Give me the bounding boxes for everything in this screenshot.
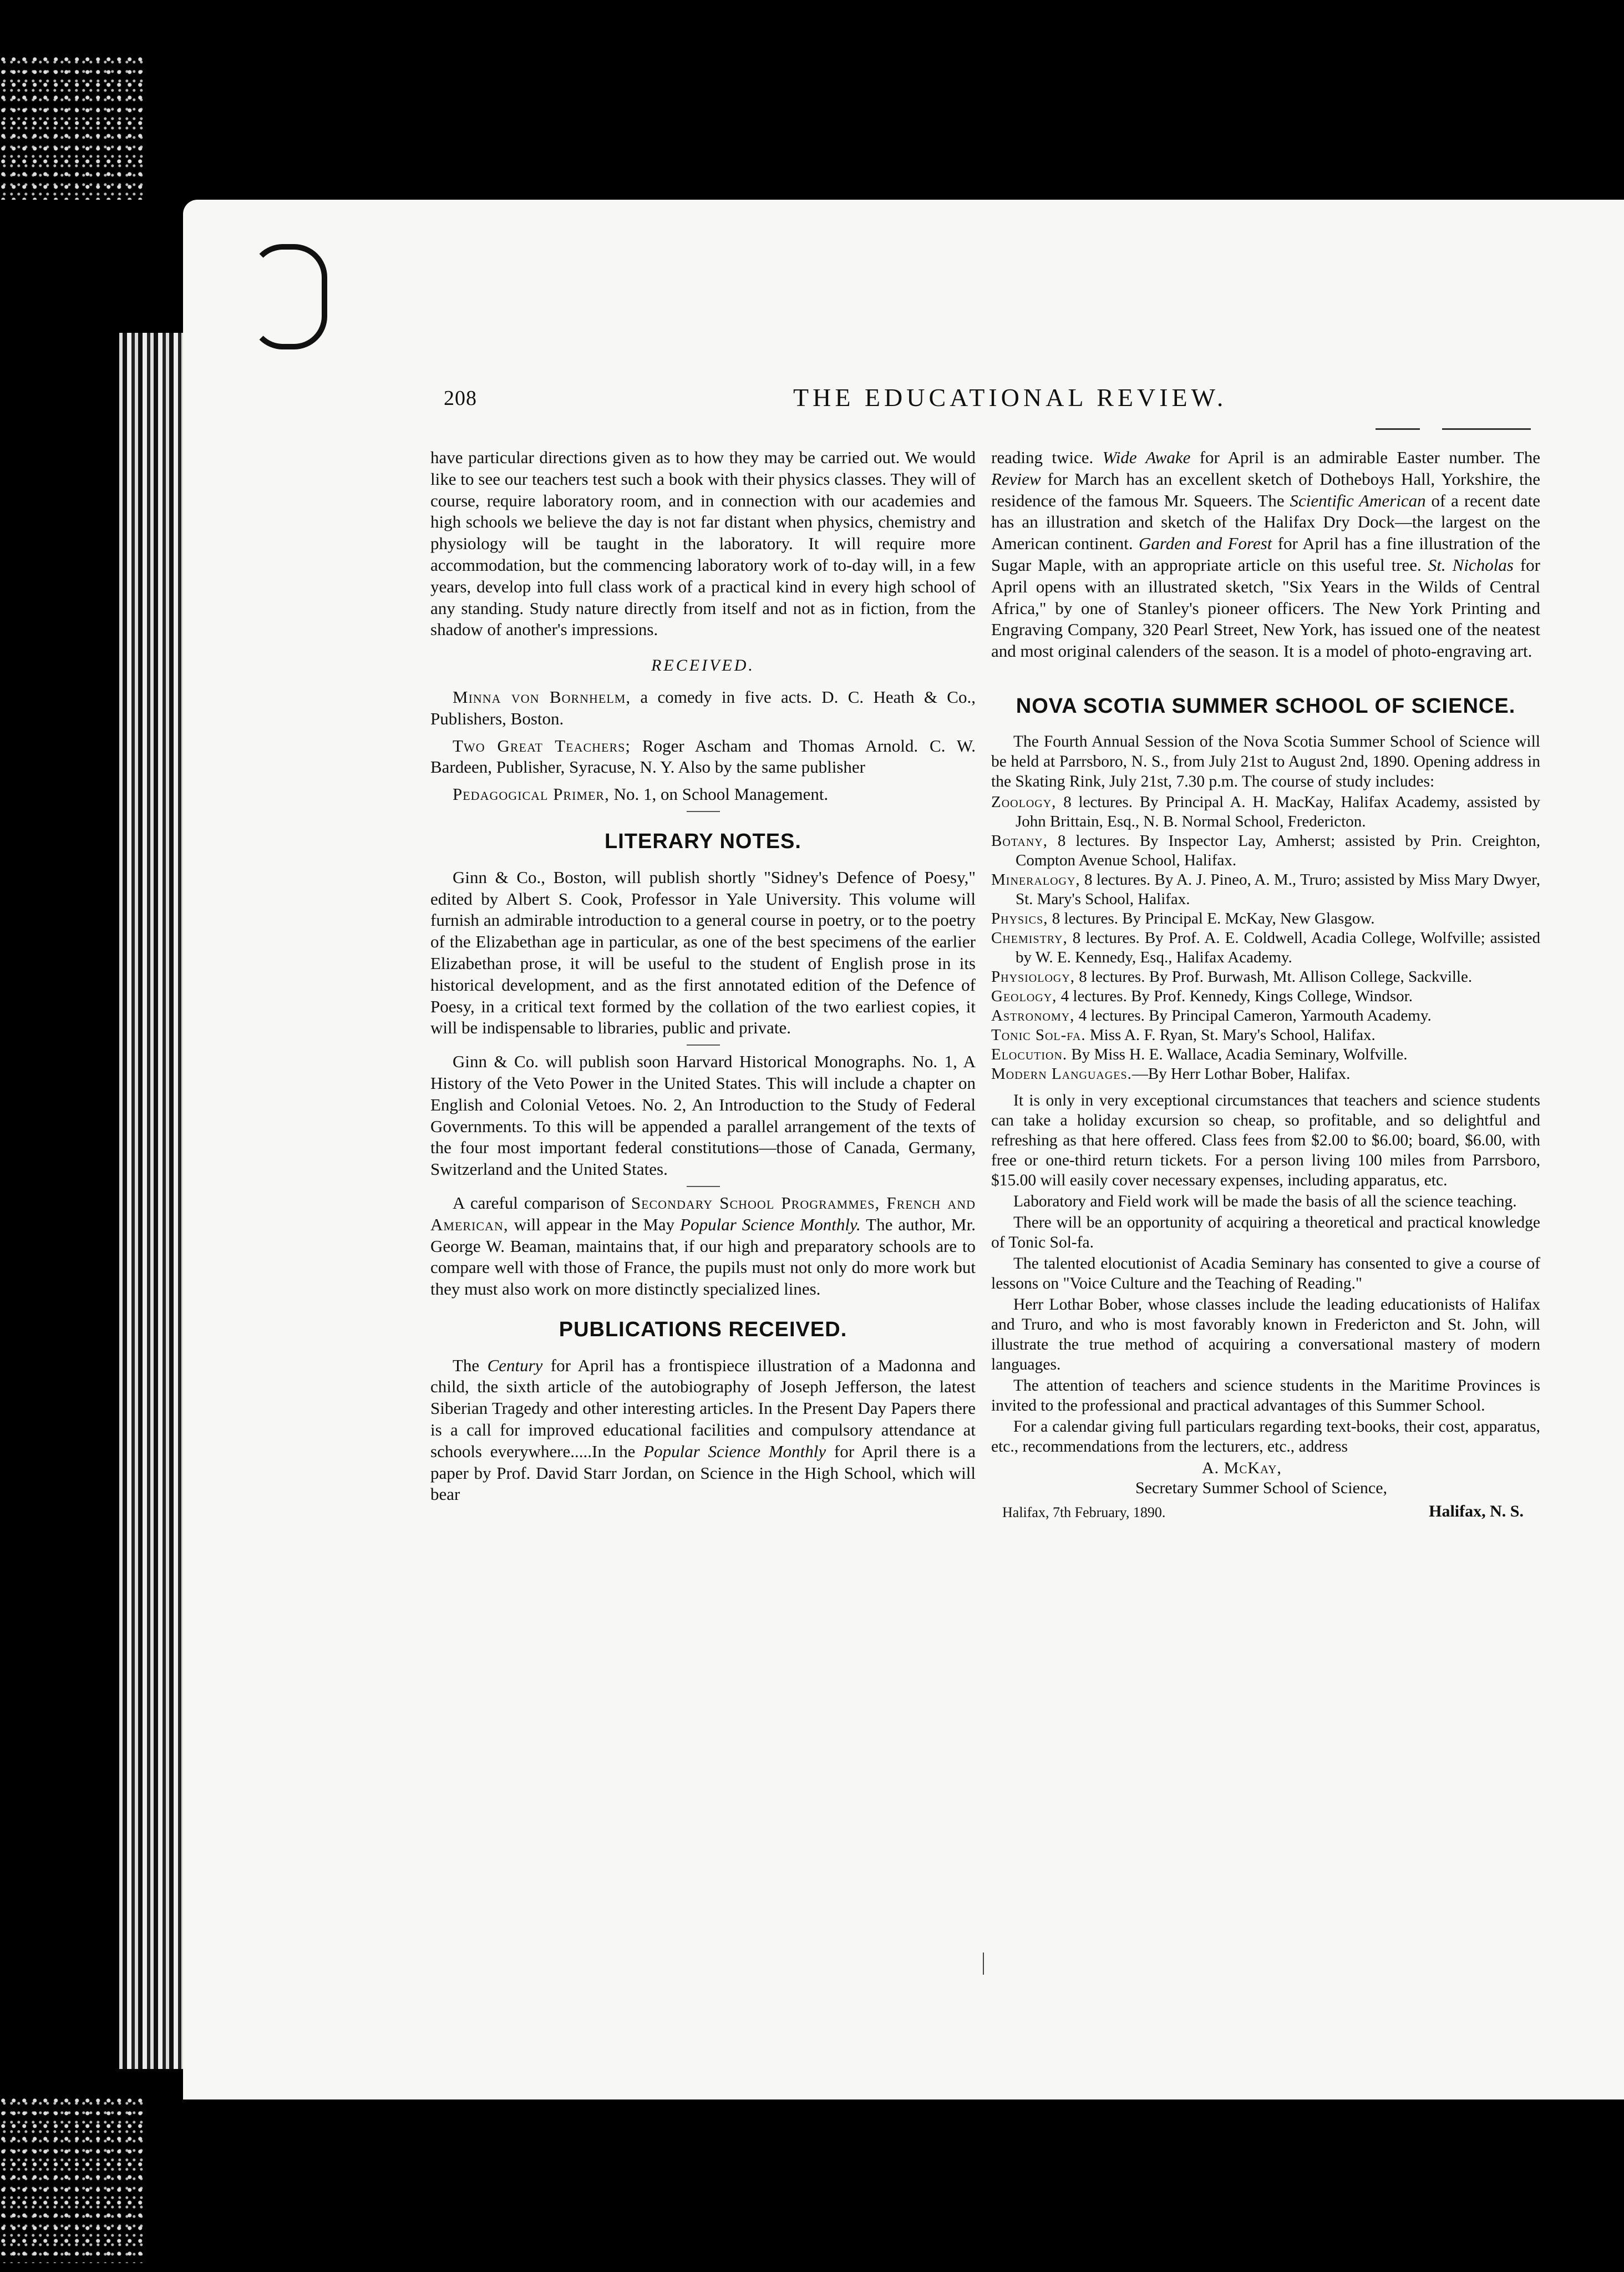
literary-paragraph: Ginn & Co. will publish soon Harvard Historical Monographs. No. 1, A History of the Veto Power in the United States. This will include a chapter on English and Colonial Vetoes. No. 2, An Introduction to the Study of Federal Governments. To this will be appended a parallel arrangement of the texts of the four most important federal constitutions—those of Canada, Germany, Switzerland and the United States. [430, 1052, 976, 1179]
signoff-name: A. McKay, [1202, 1458, 1282, 1477]
section-divider [687, 1186, 720, 1187]
section-divider [687, 811, 720, 812]
literary-notes-heading: LITERARY NOTES. [605, 829, 801, 853]
school-paragraph: Laboratory and Field work will be made the basis of all the science teaching. [1013, 1192, 1517, 1210]
course-item: Zoology, 8 lectures. By Principal A. H. MacKay, Halifax Academy, assisted by John Brittain, Esq., N. B. Normal School, Fredericton. [991, 793, 1540, 830]
course-item: Mineralogy, 8 lectures. By A. J. Pineo, A. M., Truro; assisted by Miss Mary Dwyer, St. Mary's School, Halifax. [991, 870, 1540, 908]
section-divider [687, 1044, 720, 1046]
course-item: Astronomy, 4 lectures. By Principal Cameron, Yarmouth Academy. [991, 1006, 1432, 1025]
course-item: Geology, 4 lectures. By Prof. Kennedy, Kings College, Windsor. [991, 987, 1413, 1005]
literary-paragraph: Ginn & Co., Boston, will publish shortly "Sidney's Defence of Poesy," edited by Albert S. Cook, Professor in Yale University. This volume will furnish an admirable introduction to a general course in poetry, or to the poetry of the Elizabethan age in particular, as one of the best specimens of the earlier Elizabethan prose, it will be useful to the student of English prose in its historical development, and as the first annotated edition of the Defence of Poesy, in a critical text formed by the collation of the two earliest copies, it will be indispensable to libraries, public and private. [430, 867, 976, 1038]
periodicals-paragraph: reading twice. Wide Awake for April is an admirable Easter number. The Review for March has an excellent sketch of Dotheboys Hall, Yorkshire, the residence of the famous Mr. Squeers. The Scientific American of a recent date has an illustration and sketch of the Halifax Dry Dock—the largest on the American continent. Garden and Forest for April has a fine illustration of the Sugar Maple, with an appropriate article on this useful tree. St. Nicholas for April opens with an illustrated sketch, "Six Years in the Wilds of Central Africa," by one of Stanley's pioneer officers. The New York Printing and Engraving Company, 320 Pearl Street, New York, has issued one of the neatest and most original calenders of the season. It is a model of photo-engraving art. [991, 448, 1541, 661]
summer-school-intro: The Fourth Annual Session of the Nova Scotia Summer School of Science will be held at Parrsboro, N. S., from July 21st to August 2nd, 1890. Opening address in the Skating Rink, July 21st, 7.30 p.m. The course of study includes: [991, 732, 1540, 790]
course-item: Modern Languages.—By Herr Lothar Bober, Halifax. [991, 1064, 1351, 1083]
margin-mark [983, 1952, 984, 1975]
signoff-date: Halifax, 7th February, 1890. [1002, 1504, 1166, 1520]
received-item: Two Great Teachers; Roger Ascham and Thomas Arnold. C. W. Bardeen, Publisher, Syracuse, N. Y. Also by the same publisher [430, 736, 976, 777]
course-list [991, 793, 1540, 1084]
received-title: Two Great Teachers; [453, 736, 631, 755]
course-item: Botany, 8 lectures. By Inspector Lay, Amherst; assisted by Prin. Creighton, Compton Avenue School, Halifax. [991, 831, 1540, 869]
school-paragraph: There will be an opportunity of acquiring a theoretical and practical knowledge of Tonic Sol-fa. [991, 1213, 1540, 1251]
literary-paragraph: A careful comparison of Secondary School Programmes, French and American, will appear in the May Popular Science Monthly. The author, Mr. George W. Beaman, maintains that, if our high and preparatory schools are to compare well with those of France, the pupils must not only do more work but they must also work on more distinctly specialized lines. [430, 1193, 976, 1299]
right-column [991, 447, 1540, 1524]
scan-edge-bottom [0, 2097, 144, 2263]
journal-title: THE EDUCATIONAL REVIEW. [793, 383, 1227, 412]
left-column [430, 447, 976, 1511]
school-paragraph: It is only in very exceptional circumstances that teachers and science students can take a holiday excursion so cheap, so profitable, and so delightful and refreshing as that here offered. Class fees from $2.00 to $6.00; board, $6.00, with free or one-third return tickets. For a person living 100 miles from Parrsboro, $15.00 will easily cover necessary expenses, including apparatus, etc. [991, 1091, 1540, 1189]
publications-heading: PUBLICATIONS RECEIVED. [559, 1317, 847, 1341]
received-title: Minna von Bornhelm, [453, 687, 631, 707]
received-title: Pedagogical Primer, [453, 784, 610, 804]
course-item: Elocution. By Miss H. E. Wallace, Acadia Seminary, Wolfville. [991, 1045, 1408, 1063]
signoff-role: Secretary Summer School of Science, [1135, 1478, 1388, 1497]
header-rule [1442, 428, 1531, 430]
school-paragraph: The talented elocutionist of Acadia Seminary has consented to give a course of lessons on "Voice Culture and the Teaching of Reading." [991, 1254, 1540, 1292]
signoff-block [991, 1458, 1540, 1524]
page-number: 208 [444, 387, 477, 410]
school-paragraph: Herr Lothar Bober, whose classes include the leading educationists of Halifax and Truro, and who is most favorably known in Fredericton and St. John, will illustrate the true method of acquiring a conversational mastery of modern languages. [991, 1295, 1540, 1373]
course-item: Tonic Sol-fa. Miss A. F. Ryan, St. Mary's School, Halifax. [991, 1026, 1376, 1044]
intro-paragraph: have particular directions given as to how they may be carried out. We would like to see our teachers test such a book with their physics classes. They will of course, require laboratory room, and in connection with our academies and high schools we believe the day is not far distant when physics, chemistry and physiology will be taught in the laboratory. It will require more accommodation, but the commencing laboratory work of to-day will, in a few years, develop into full class work of a practical kind in every high school of any standing. Study nature directly from itself and not as in fiction, from the shadow of another's impressions. [430, 448, 976, 640]
course-item: Chemistry, 8 lectures. By Prof. A. E. Coldwell, Acadia College, Wolfville; assisted by W. E. Kennedy, Esq., Halifax Academy. [991, 929, 1540, 966]
binder-clip-icon [250, 244, 327, 349]
course-item: Physiology, 8 lectures. By Prof. Burwash, Mt. Allison College, Sackville. [991, 967, 1473, 986]
signoff-place: Halifax, N. S. [1429, 1502, 1524, 1520]
summer-school-details [991, 1091, 1540, 1457]
running-header [438, 383, 1614, 422]
received-item: Minna von Bornhelm, a comedy in five acts. D. C. Heath & Co., Publishers, Boston. [430, 687, 976, 728]
school-paragraph: The attention of teachers and science students in the Maritime Provinces is invited to the professional and practical advantages of this Summer School. [991, 1376, 1540, 1414]
received-heading: RECEIVED. [651, 656, 755, 675]
header-rule [1376, 428, 1420, 430]
summer-school-body [991, 732, 1540, 792]
received-item: Pedagogical Primer, No. 1, on School Management. [453, 784, 829, 804]
summer-school-heading: NOVA SCOTIA SUMMER SCHOOL OF SCIENCE. [1016, 694, 1516, 718]
course-item: Physics, 8 lectures. By Principal E. McKay, New Glasgow. [991, 909, 1375, 927]
scan-edge-top [0, 55, 144, 200]
school-paragraph: For a calendar giving full particulars regarding text-books, their cost, apparatus, etc., recommendations from the lecturers, etc., address [991, 1417, 1540, 1456]
publications-paragraph: The Century for April has a frontispiece illustration of a Madonna and child, the sixth article of the autobiography of Joseph Jefferson, the latest Siberian Tragedy and other interesting articles. In the Present Day Papers there is a call for improved educational facilities and compulsory attendance at schools everywhere.....In the Popular Science Monthly for April there is a paper by Prof. David Starr Jordan, on Science in the High School, which will bear [430, 1355, 976, 1504]
